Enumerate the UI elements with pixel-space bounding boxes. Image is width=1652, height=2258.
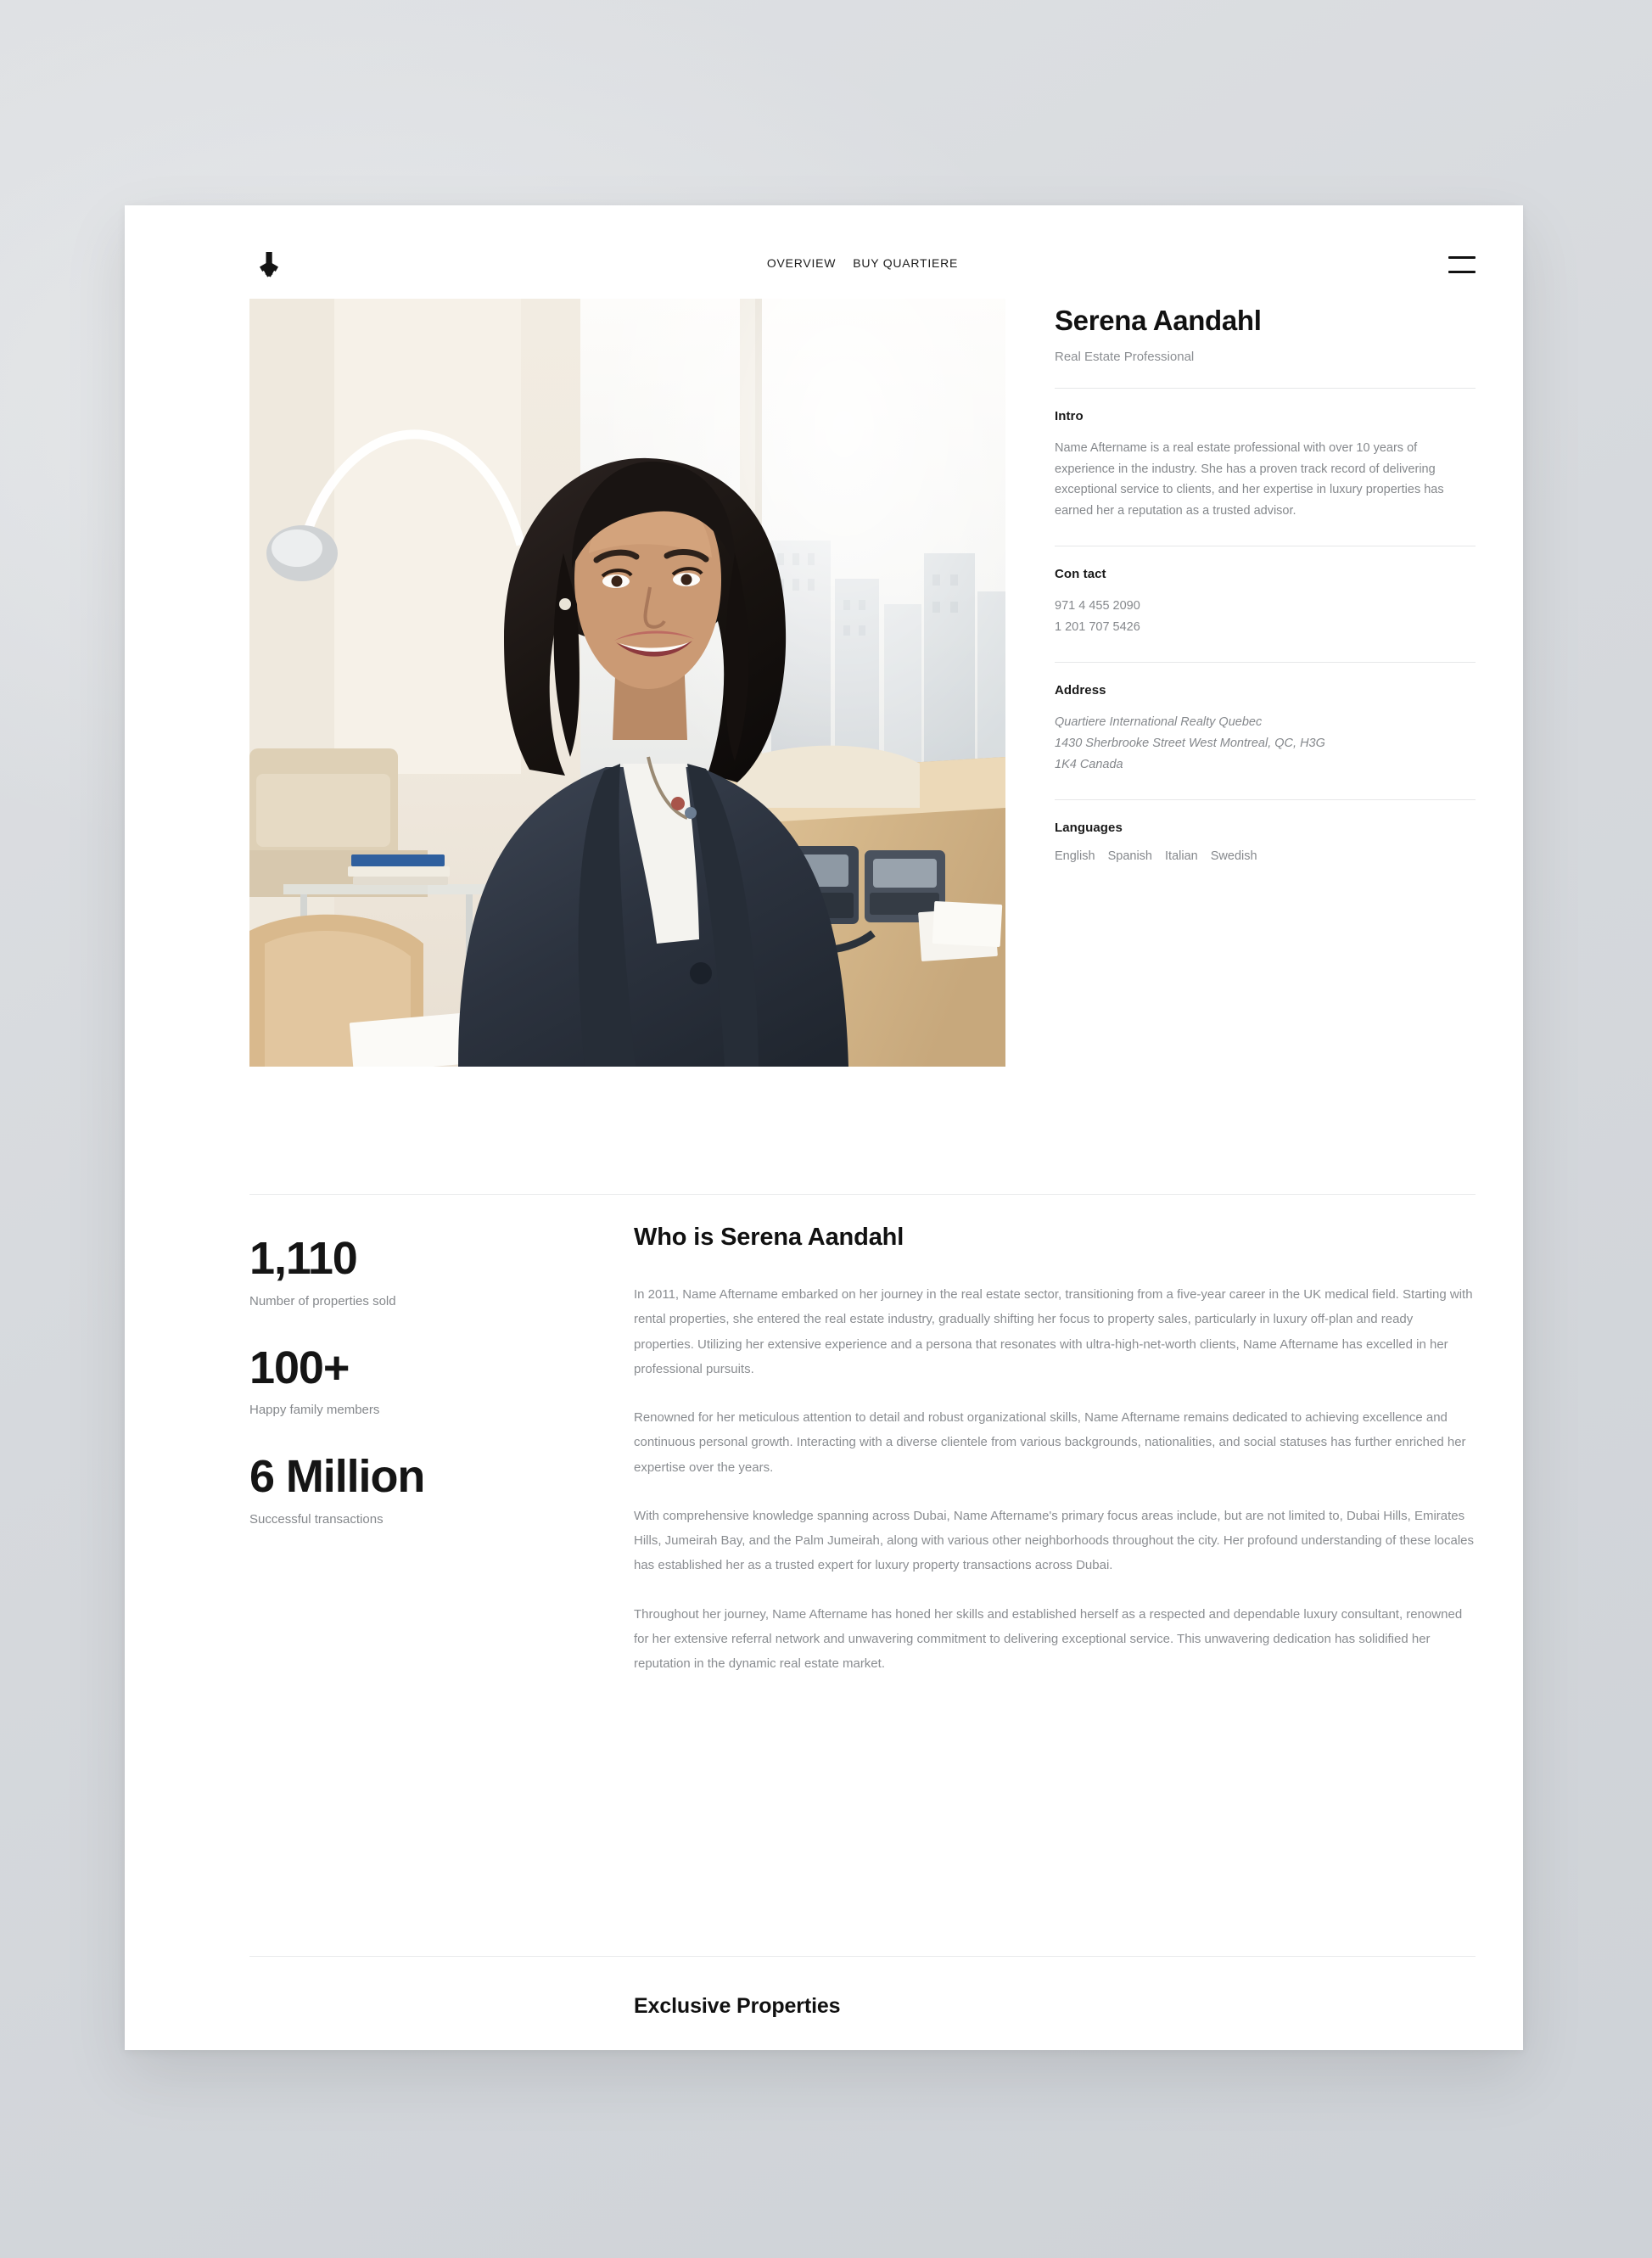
agent-portrait-photo: [249, 299, 1005, 1067]
contact-phone-1[interactable]: 971 4 455 2090: [1055, 599, 1140, 614]
page-card: [125, 205, 1523, 2050]
address-section: [1055, 663, 1476, 776]
address-line-3: 1K4 Canada: [1055, 758, 1123, 772]
section-divider-bottom: [249, 1956, 1476, 1957]
hamburger-menu-icon[interactable]: [1448, 256, 1476, 273]
about-title: Who is Serena Aandahl: [634, 1224, 904, 1251]
languages-list: [1055, 849, 1476, 863]
language-item: Italian: [1165, 849, 1198, 864]
agent-name: Serena Aandahl: [1055, 305, 1262, 336]
hamburger-line-top: [1448, 256, 1476, 259]
stat-item: [249, 1235, 529, 1308]
contact-section: [1055, 546, 1476, 638]
intro-title: Intro: [1055, 408, 1084, 423]
address-line-2: 1430 Sherbrooke Street West Montreal, QC, H3G: [1055, 737, 1325, 751]
about-paragraph: With comprehensive knowledge spanning across Dubai, Name Aftername's primary focus areas include, but are not limited to, Dubai Hills, Emirates Hills, Jumeirah Bay, and the Palm Jumeirah, along with various other neighborhoods throughout the city. Her profound understanding of these locales has established her as a trusted expert for luxury property transactions across Dubai.: [634, 1508, 1475, 1573]
agent-bio-panel: [1055, 299, 1476, 1067]
agent-role: Real Estate Professional: [1055, 349, 1195, 364]
nav-item-buy-quartiere[interactable]: BUY QUARTIERE: [853, 256, 959, 270]
about-paragraph: Throughout her journey, Name Aftername has honed her skills and established herself as a respected and dependable luxury consultant, renowned for her extensive referral network and unwavering commitment to delivering exceptional service. This unwavering dedication has solidified her reputation in the dynamic real estate market.: [634, 1606, 1463, 1671]
stat-value: 100+: [249, 1342, 350, 1393]
nav-item-overview[interactable]: OVERVIEW: [766, 256, 837, 270]
hamburger-line-bottom: [1448, 271, 1476, 273]
section-divider-top: [249, 1194, 1476, 1195]
languages-title: Languages: [1055, 821, 1123, 836]
contact-title: Con tact: [1055, 567, 1106, 582]
languages-section: [1055, 800, 1476, 885]
hero-section: [249, 299, 1476, 1067]
intro-body: Name Aftername is a real estate professional with over 10 years of experience in the industry. She has a proven track record of delivering exceptional service to clients, and her expertise in luxury properties has earned her a reputation as a trusted advisor.: [1055, 440, 1444, 518]
stats-column: [249, 1235, 529, 1527]
language-item: Swedish: [1210, 849, 1257, 864]
language-item: Spanish: [1107, 849, 1152, 864]
about-paragraph: Renowned for her meticulous attention to detail and robust organizational skills, Name Aftername remains dedicated to achieving excellence and continuous personal growth. Interacting with a diverse clientele from various backgrounds, nationalities, and social statuses has further enriched her expertise over the years.: [634, 1410, 1466, 1475]
stat-item: [249, 1453, 529, 1527]
exclusive-properties-title: Exclusive Properties: [634, 1994, 841, 2018]
address-body: [1055, 712, 1476, 776]
address-line-1: Quartiere International Realty Quebec: [1055, 715, 1263, 730]
about-column: [634, 1224, 1476, 1676]
site-header: [249, 238, 1476, 297]
stat-label: Successful transactions: [249, 1512, 384, 1527]
address-title: Address: [1055, 683, 1106, 698]
stat-item: [249, 1344, 529, 1418]
stat-label: Number of properties sold: [249, 1293, 396, 1308]
primary-nav: [249, 256, 1476, 270]
contact-body: [1055, 596, 1476, 638]
stat-value: 6 Million: [249, 1451, 425, 1503]
stat-value: 1,110: [249, 1233, 357, 1284]
contact-phone-2[interactable]: 1 201 707 5426: [1055, 620, 1140, 635]
intro-section: [1055, 389, 1476, 523]
language-item: English: [1055, 849, 1095, 864]
about-paragraph: In 2011, Name Aftername embarked on her journey in the real estate sector, transitioning from a five-year career in the UK medical field. Starting with rental properties, she entered the real estate industry, gradually shifting her focus to property sales, particularly in luxury off-plan and ready properties. Utilizing her extensive experience and a persona that resonates with ultra-high-net-worth clients, Name Aftername has excelled in her professional pursuits.: [634, 1287, 1473, 1376]
stat-label: Happy family members: [249, 1403, 380, 1418]
